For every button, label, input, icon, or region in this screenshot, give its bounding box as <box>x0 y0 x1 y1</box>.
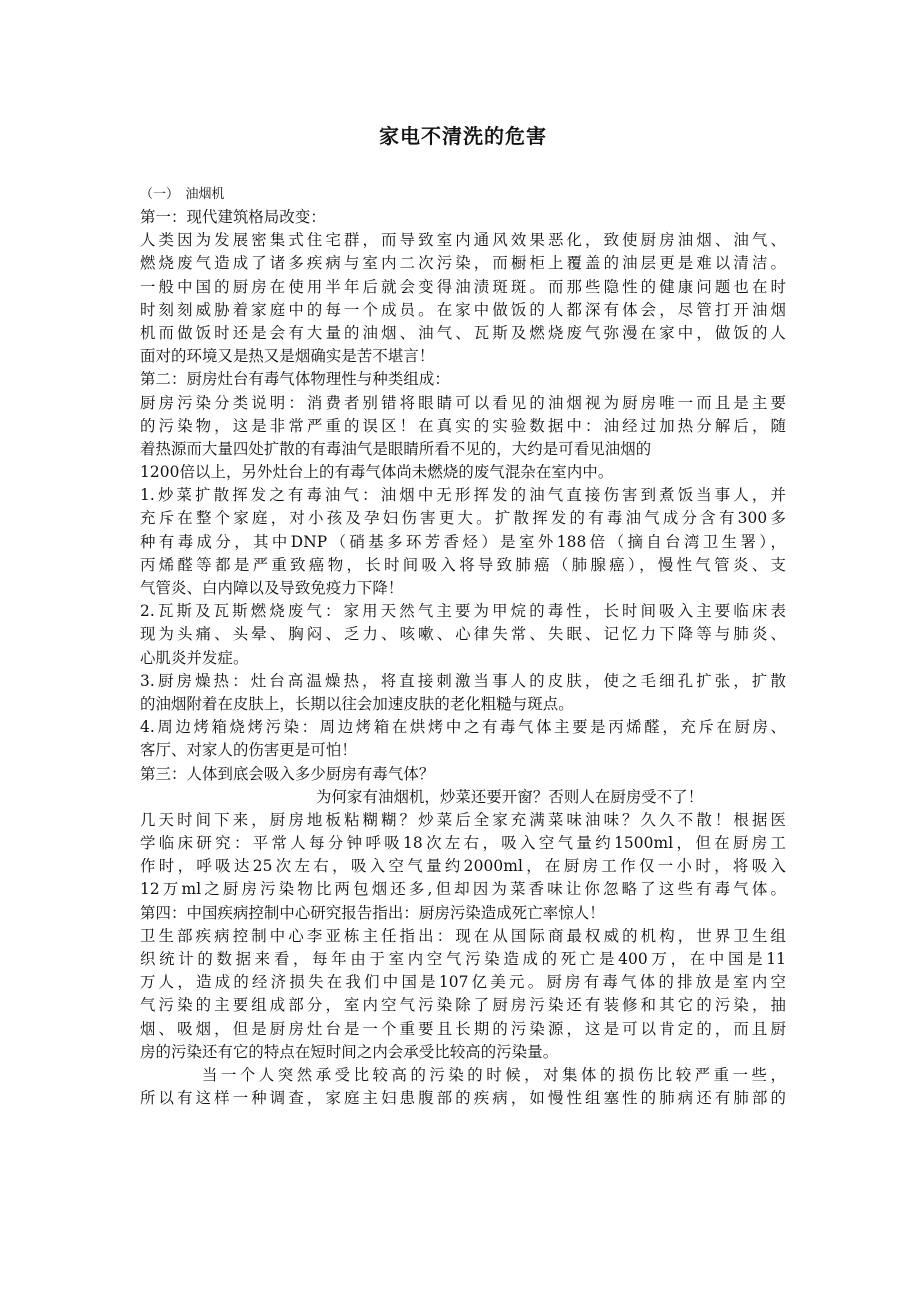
heading-line: 第三：人体到底会吸入多少厨房有毒气体？ <box>140 764 435 783</box>
body-line: 的油烟附着在皮肤上，长期以往会加速皮肤的老化粗糙与斑点。 <box>140 694 574 713</box>
body-line: 学临床研究：平常人每分钟呼吸18次左右，吸入空气量约1500ml，但在厨房工 <box>140 834 786 853</box>
body-line: 几天时间下来，厨房地板粘糊糊？炒菜后全家充满菜味油味？久久不散！根据医 <box>140 810 786 829</box>
body-line: 人类因为发展密集式住宅群，而导致室内通风效果恶化，致使厨房油烟、油气、 <box>140 231 786 250</box>
body-line: 心肌炎并发症。 <box>140 648 249 667</box>
body-line: 万人，造成的经济损失在我们中国是107亿美元。厨房有毒气体的排放是室内空 <box>140 973 786 992</box>
body-line: 4.周边烤箱烧烤污染：周边烤箱在烘烤中之有毒气体主要是丙烯醛，充斥在厨房、 <box>140 718 786 737</box>
body-line: 所以有这样一种调查，家庭主妇患腹部的疾病，如慢性组塞性的肺病还有肺部的 <box>140 1089 786 1108</box>
body-line: 的污染物，这是非常严重的误区！在真实的实验数据中：油经过加热分解后，随 <box>140 416 786 435</box>
body-line: 气管炎、白内障以及导致免疫力下降！ <box>140 579 404 597</box>
body-line: 充斥在整个家庭，对小孩及孕妇伤害更大。扩散挥发的有毒油气成分含有300多 <box>140 509 786 528</box>
body-line: 当一个人突然承受比较高的污染的时候，对集体的损伤比较严重一些， <box>202 1065 786 1084</box>
body-line: 时刻刻威胁着家庭中的每一个成员。在家中做饭的人都深有体会，尽管打开油烟 <box>140 300 786 319</box>
body-line: 客厅、对家人的伤害更是可怕！ <box>140 741 357 760</box>
body-line: 燃烧废气造成了诸多疾病与室内二次污染，而橱柜上覆盖的油层更是难以清洁。 <box>140 254 786 273</box>
body-line: 织统计的数据来看，每年由于室内空气污染造成的死亡是400万，在中国是11 <box>140 950 786 968</box>
body-line: 作时，呼吸达25次左右，吸入空气量约2000ml，在厨房工作仅一小时，将吸入 <box>140 857 786 876</box>
body-line: 3.厨房燥热：灶台高温燥热，将直接刺激当事人的皮肤，使之毛细孔扩张，扩散 <box>140 671 786 690</box>
body-line: 1200倍以上，另外灶台上的有毒气体尚未燃烧的废气混杂在室内中。 <box>140 463 614 482</box>
document-page <box>140 118 786 1110</box>
section-heading: （一） 油烟机 <box>140 187 225 202</box>
heading-line: 第二：厨房灶台有毒气体物理性与种类组成： <box>140 370 450 389</box>
body-line: 机而做饭时还是会有大量的油烟、油气、瓦斯及燃烧废气弥漫在家中，做饭的人 <box>140 323 786 342</box>
body-line: 12万ml之厨房污染物比两包烟还多,但却因为菜香味让你忽略了这些有毒气体。 <box>140 880 786 899</box>
body-line: 厨房污染分类说明：消费者别错将眼睛可以看见的油烟视为厨房唯一而且是主要 <box>140 393 786 412</box>
body-line: 着热源而大量四处扩散的有毒油气是眼睛所看不见的，大约是可看见油烟的 <box>140 439 652 458</box>
body-line: 种有毒成分，其中DNP（硝基多环芳香烃）是室外188倍（摘自台湾卫生署）， <box>140 532 786 551</box>
page-title: 家电不清洗的危害 <box>379 124 547 148</box>
heading-line: 第四：中国疾病控制中心研究报告指出：厨房污染造成死亡率惊人！ <box>140 903 605 922</box>
body-line: 一般中国的厨房在使用半年后就会变得油渍斑斑。而那些隐性的健康问题也在时 <box>140 277 786 296</box>
heading-line: 第一：现代建筑格局改变： <box>140 208 326 226</box>
body-line: 卫生部疾病控制中心李亚栋主任指出：现在从国际商最权威的机构，世界卫生组 <box>140 926 786 945</box>
body-line: 为何家有油烟机，炒菜还要开窗？否则人在厨房受不了！ <box>316 787 704 806</box>
body-line: 面对的环境又是热又是烟确实是苦不堪言！ <box>140 347 435 366</box>
body-line: 1.炒菜扩散挥发之有毒油气：油烟中无形挥发的油气直接伤害到煮饭当事人，并 <box>140 486 786 505</box>
body-line: 气污染的主要组成部分，室内空气污染除了厨房污染还有装修和其它的污染，抽 <box>140 996 786 1015</box>
body-line: 房的污染还有它的特点在短时间之内会承受比较高的污染量。 <box>140 1042 559 1061</box>
body-line: 2.瓦斯及瓦斯燃烧废气：家用天然气主要为甲烷的毒性，长时间吸入主要临床表 <box>140 602 786 621</box>
body-line: 烟、吸烟，但是厨房灶台是一个重要且长期的污染源，这是可以肯定的，而且厨 <box>140 1019 786 1038</box>
body-line: 丙烯醛等都是严重致癌物，长时间吸入将导致肺癌（肺腺癌），慢性气管炎、支 <box>140 555 786 574</box>
body-line: 现为头痛、头晕、胸闷、乏力、咳嗽、心律失常、失眠、记忆力下降等与肺炎、 <box>140 625 786 644</box>
